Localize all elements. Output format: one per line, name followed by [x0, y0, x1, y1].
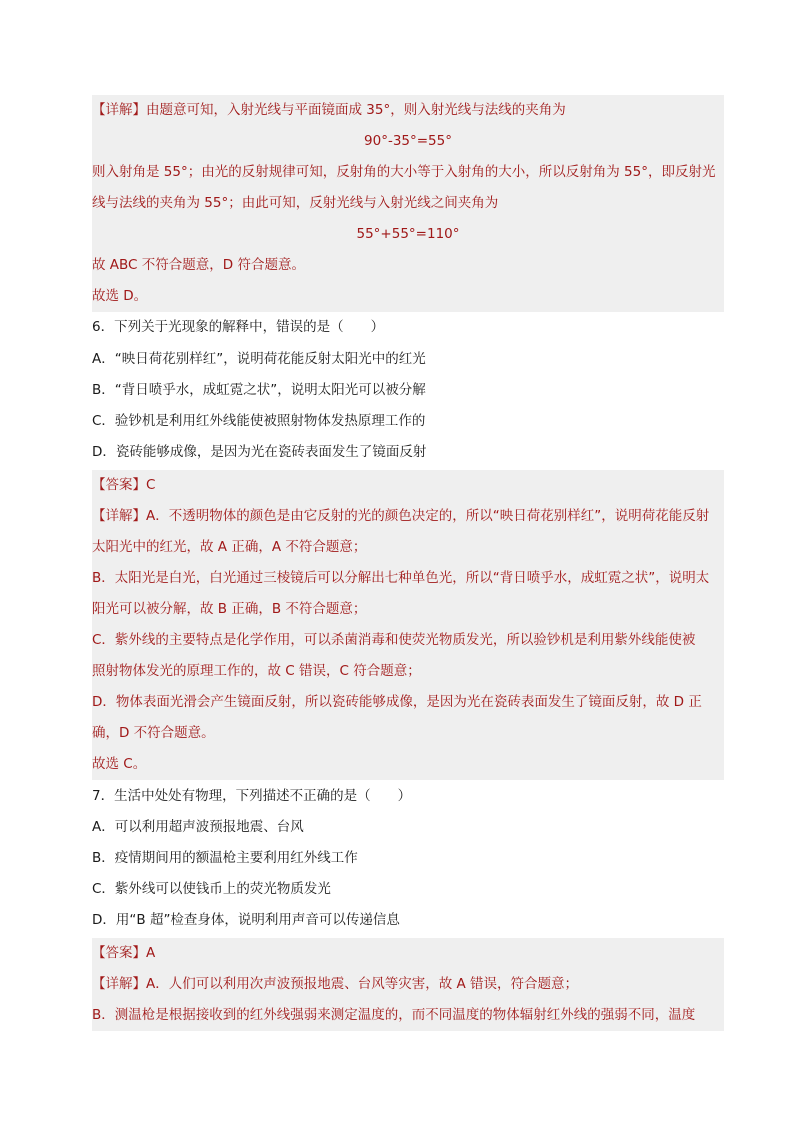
text-line-l1: 【详解】由题意可知，入射光线与平面镜面成 35°，则入射光线与法线的夹角为 [92, 95, 724, 126]
text-line-e7a: 【详解】A．人们可以利用次声波预报地震、台风等灾害，故 A 错误，符合题意； [92, 969, 724, 1000]
text-line-l7: 故选 D。 [92, 281, 724, 312]
text-line-q7b: B．疫情期间用的额温枪主要利用红外线工作 [92, 850, 358, 866]
text-line-q6c: C．验钞机是利用红外线能使被照射物体发热原理工作的 [92, 413, 426, 429]
text-line-q7: 7．生活中处处有物理，下列描述不正确的是（ ） [92, 788, 412, 804]
text-line-e6c2: 照射物体发光的原理工作的，故 C 错误，C 符合题意； [92, 656, 724, 687]
text-line-q6b: B．“背日喷乎水，成虹霓之状”，说明太阳光可以被分解 [92, 382, 426, 398]
text-line-e6d2: 确，D 不符合题意。 [92, 718, 724, 749]
text-line-q6d: D．瓷砖能够成像，是因为光在瓷砖表面发生了镜面反射 [92, 444, 427, 460]
text-line-q7a: A．可以利用超声波预报地震、台风 [92, 819, 304, 835]
text-line-e6s: 故选 C。 [92, 749, 724, 780]
text-line-e7b: B．测温枪是根据接收到的红外线强弱来测定温度的，而不同温度的物体辐射红外线的强弱不同，温度 [92, 1000, 724, 1031]
text-line-e6a1: 【详解】A．不透明物体的颜色是由它反射的光的颜色决定的，所以“映日荷花别样红”，说明荷花能反射 [92, 501, 724, 532]
text-line-l4: 线与法线的夹角为 55°；由此可知，反射光线与入射光线之间夹角为 [92, 188, 724, 219]
text-line-a7: 【答案】A [92, 938, 724, 969]
text-line-e6a2: 太阳光中的红光，故 A 正确，A 不符合题意； [92, 532, 724, 563]
text-line-e6d1: D．物体表面光滑会产生镜面反射，所以瓷砖能够成像，是因为光在瓷砖表面发生了镜面反射，故 D 正 [92, 687, 724, 718]
text-line-q7c: C．紫外线可以使钱币上的荧光物质发光 [92, 881, 331, 897]
text-line-e6b2: 阳光可以被分解，故 B 正确，B 不符合题意； [92, 594, 724, 625]
text-line-e6b1: B．太阳光是白光，白光通过三棱镜后可以分解出七种单色光，所以“背日喷乎水，成虹霓之状”，说明太 [92, 563, 724, 594]
text-line-q6a: A．“映日荷花别样红”，说明荷花能反射太阳光中的红光 [92, 351, 426, 367]
text-line-l5: 55°+55°=110° [92, 219, 724, 250]
text-line-e6c1: C．紫外线的主要特点是化学作用，可以杀菌消毒和使荧光物质发光，所以验钞机是利用紫外线能使被 [92, 625, 724, 656]
text-line-l2: 90°-35°=55° [92, 126, 724, 157]
text-line-a6: 【答案】C [92, 470, 724, 501]
text-line-q6: 6．下列关于光现象的解释中，错误的是（ ） [92, 319, 385, 335]
text-line-q7d: D．用“B 超”检查身体，说明利用声音可以传递信息 [92, 912, 400, 928]
text-line-l3: 则入射角是 55°；由光的反射规律可知，反射角的大小等于入射角的大小，所以反射角为 55°，即反射光 [92, 157, 724, 188]
text-line-l6: 故 ABC 不符合题意，D 符合题意。 [92, 250, 724, 281]
